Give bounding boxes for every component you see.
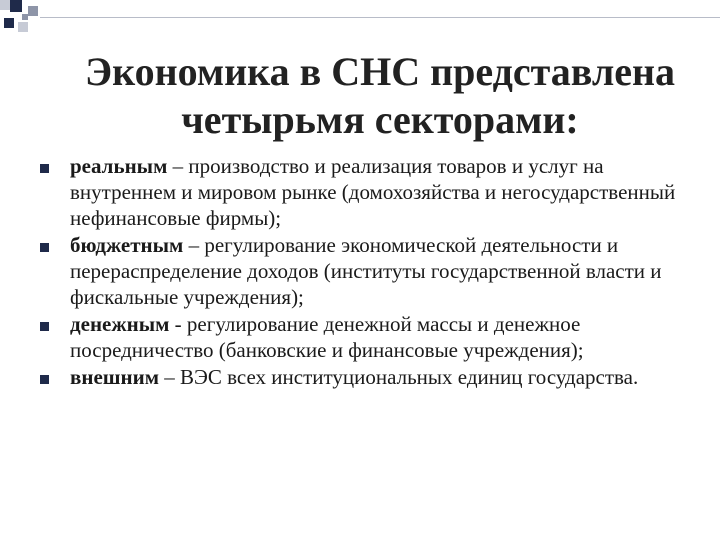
item-term: денежным [70, 312, 170, 336]
item-term: реальным [70, 154, 168, 178]
item-description: – производство и реализация товаров и услуг на внутреннем и мировом рынке (домохозяйства и негосударственный нефинансовые фирмы); [70, 154, 676, 230]
square-bullet-icon [40, 164, 49, 173]
item-term: бюджетным [70, 233, 184, 257]
list-item-monetary [38, 311, 678, 363]
square-bullet-icon [40, 322, 49, 331]
item-term: внешним [70, 365, 159, 389]
title-line-2: четырьмя секторами: [181, 97, 579, 142]
list-item-real [38, 153, 678, 231]
title-line-1: Экономика в СНС представлена [84, 49, 676, 94]
slide-title [40, 48, 720, 144]
square-bullet-icon [40, 243, 49, 252]
item-description: - регулирование денежной массы и денежное посредничество (банковские и финансовые учреждения); [70, 312, 584, 362]
list-item-budget [38, 232, 678, 310]
square-bullet-icon [40, 375, 49, 384]
item-description: – регулирование экономической деятельности и перераспределение доходов (институты государственной власти и фискальные учреждения); [70, 233, 662, 309]
item-description: – ВЭС всех институциональных единиц государства. [159, 365, 639, 389]
sector-list [38, 153, 678, 391]
list-item-external [38, 364, 678, 390]
header-rule [40, 17, 720, 18]
square-blocks-icon [0, 0, 720, 40]
